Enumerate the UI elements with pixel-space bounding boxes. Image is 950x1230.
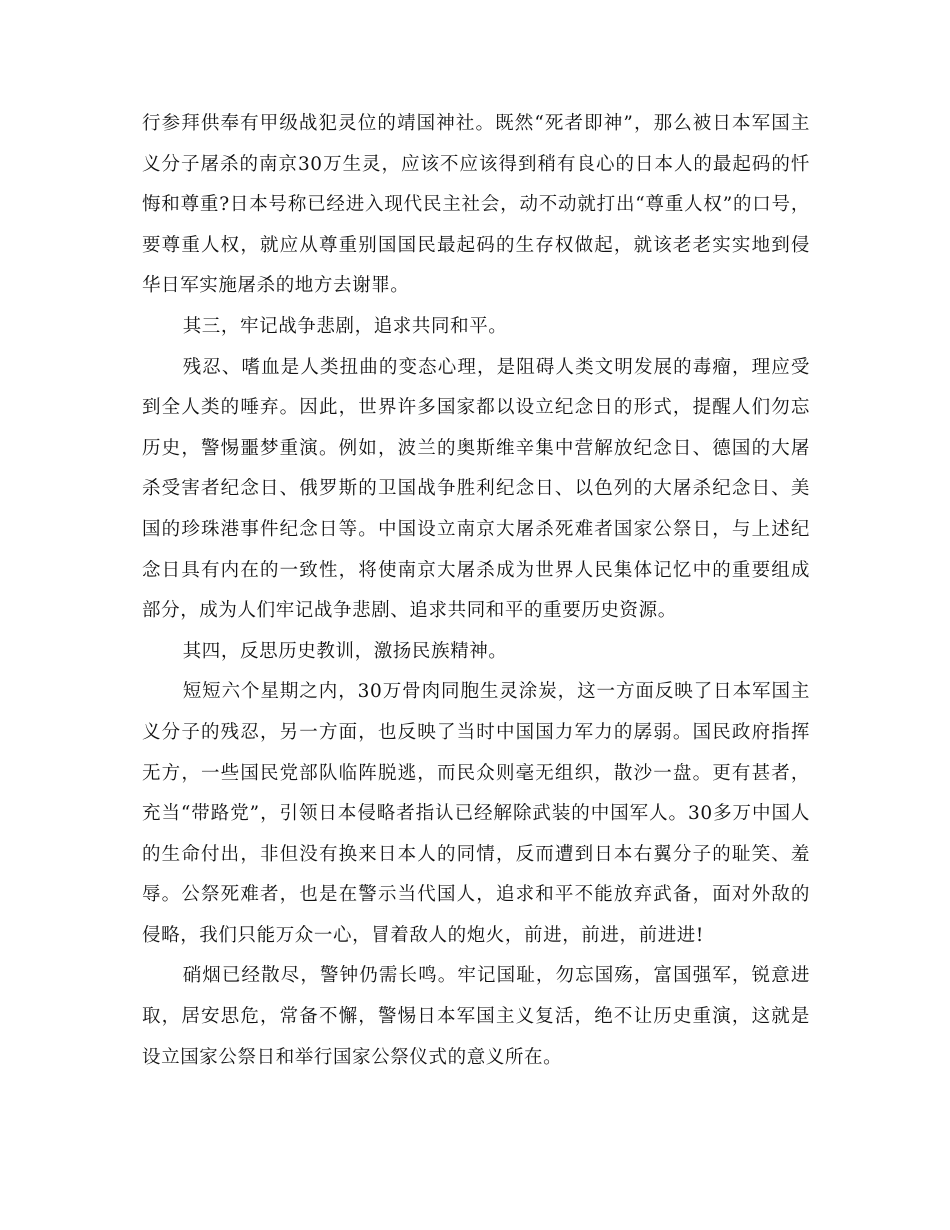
document-body	[142, 104, 810, 1078]
section-heading-three: 其三，牢记战争悲剧，追求共同和平。	[182, 315, 508, 337]
section-heading-four: 其四，反思历史教训，激扬民族精神。	[182, 640, 508, 662]
paragraph: 残忍、嗜血是人类扭曲的变态心理，是阻碍人类文明发展的毒瘤，理应受到全人类的唾弃。因此，世界许多国家都以设立纪念日的形式，提醒人们勿忘历史，警惕噩梦重演。例如，波兰的奥斯维辛集中营解放纪念日、德国的大屠杀受害者纪念日、俄罗斯的卫国战争胜利纪念日、以色列的大屠杀纪念日、美国的珍珠港事件纪念日等。中国设立南京大屠杀死难者国家公祭日，与上述纪念日具有内在的一致性，将使南京大屠杀成为世界人民集体记忆中的重要组成部分，成为人们牢记战争悲剧、追求共同和平的重要历史资源。	[142, 356, 810, 622]
paragraph-closing: 硝烟已经散尽，警钟仍需长鸣。牢记国耻，勿忘国殇，富国强军，锐意进取，居安思危，常备不懈，警惕日本军国主义复活，绝不让历史重演，这就是设立国家公祭日和举行国家公祭仪式的意义所在。	[142, 965, 810, 1068]
paragraph: 短短六个星期之内，30万骨肉同胞生灵涂炭，这一方面反映了日本军国主义分子的残忍，另一方面，也反映了当时中国国力军力的孱弱。国民政府指挥无方，一些国民党部队临阵脱逃，而民众则毫无组织，散沙一盘。更有甚者，充当“带路党”，引领日本侵略者指认已经解除武装的中国军人。30多万中国人的生命付出，非但没有换来日本人的同情，反而遭到日本右翼分子的耻笑、羞辱。公祭死难者，也是在警示当代国人，追求和平不能放弃武备，面对外敌的侵略，我们只能万众一心，冒着敌人的炮火，前进，前进，前进进!	[142, 681, 810, 946]
paragraph-continuation: 行参拜供奉有甲级战犯灵位的靖国神社。既然“死者即神”，那么被日本军国主义分子屠杀的南京30万生灵，应该不应该得到稍有良心的日本人的最起码的忏悔和尊重?日本号称已经进入现代民主社会，动不动就打出“尊重人权”的口号，要尊重人权，就应从尊重别国国民最起码的生存权做起，就该老老实实地到侵华日军实施屠杀的地方去谢罪。	[142, 113, 810, 297]
